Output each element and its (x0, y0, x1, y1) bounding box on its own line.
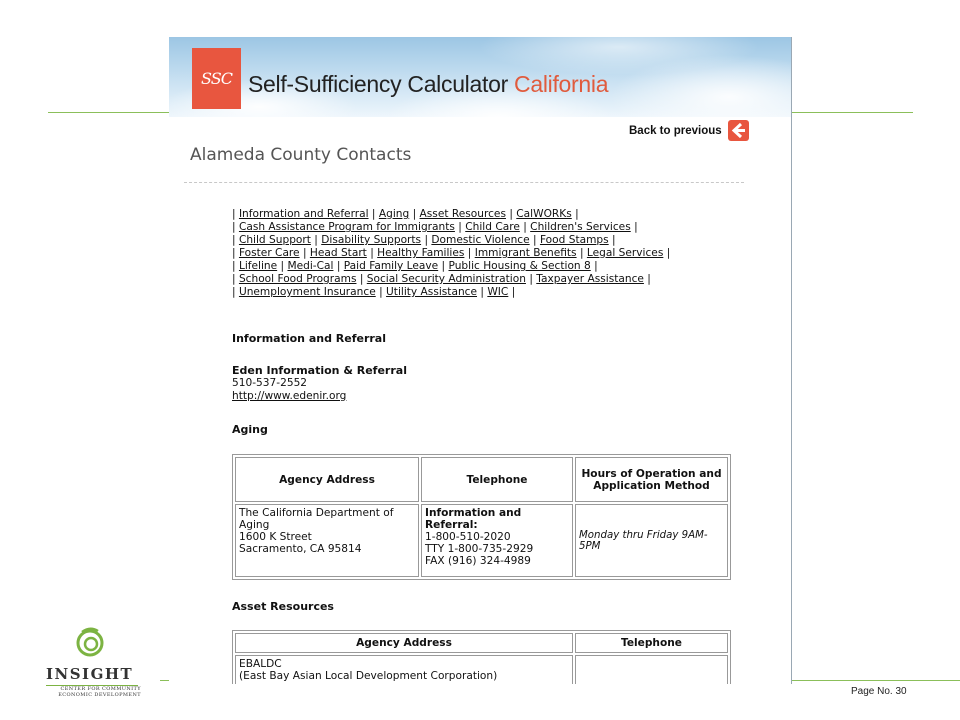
link-line: | Foster Care | Head Start | Healthy Families | Immigrant Benefits | Legal Services | (232, 247, 671, 259)
phone-line: TTY 1-800-735-2929 (425, 543, 534, 555)
link-line: | School Food Programs | Social Security Administration | Taxpayer Assistance | (232, 273, 651, 285)
category-link[interactable]: Child Care (465, 221, 520, 233)
category-link[interactable]: Foster Care (238, 247, 300, 259)
category-link[interactable]: Asset Resources (419, 208, 506, 220)
section-heading-assets: Asset Resources (232, 600, 334, 613)
top-left-rule (48, 112, 169, 113)
category-link[interactable]: Public Housing & Section 8 (448, 260, 591, 272)
ssc-logo[interactable] (192, 48, 241, 109)
category-link[interactable]: Information and Referral (238, 208, 369, 220)
category-link[interactable]: Aging (378, 208, 410, 220)
insight-logo (46, 626, 141, 696)
category-link[interactable]: Healthy Families (377, 247, 465, 259)
link-line: | Unemployment Insurance | Utility Assistance | WIC | (232, 286, 516, 298)
category-link[interactable]: School Food Programs (238, 273, 357, 285)
category-link[interactable]: Lifeline (238, 260, 278, 272)
insight-subtitle-1: CENTER FOR COMMUNITY (60, 686, 141, 692)
category-link[interactable]: Disability Supports (321, 234, 422, 246)
bottom-right-rule (792, 680, 960, 681)
address-line: (East Bay Asian Local Development Corporation) (239, 670, 498, 682)
phone-label: Information and Referral: (425, 507, 522, 531)
category-link[interactable]: CalWORKs (516, 208, 572, 220)
header-banner (169, 37, 791, 117)
phone-line: FAX (916) 324-4989 (425, 555, 531, 567)
column-header: Agency Address (235, 633, 573, 653)
org-name: Eden Information & Referral (232, 364, 407, 377)
category-link[interactable]: WIC (487, 286, 509, 298)
category-link[interactable]: Food Stamps (539, 234, 609, 246)
title-divider (184, 182, 744, 183)
category-link[interactable]: Head Start (309, 247, 367, 259)
category-link[interactable]: Children's Services (530, 221, 631, 233)
phone-line: 1-800-510-2020 (425, 531, 511, 543)
telephone-cell (421, 504, 573, 577)
table-row (235, 504, 728, 577)
link-line: | Lifeline | Medi-Cal | Paid Family Leave | Public Housing & Section 8 | (232, 260, 598, 272)
link-line: | Child Support | Disability Supports | Domestic Violence | Food Stamps | (232, 234, 616, 246)
insight-subtitle-2: ECONOMIC DEVELOPMENT (58, 692, 141, 698)
bottom-left-rule (160, 680, 169, 681)
hours-cell: Monday thru Friday 9AM-5PM (575, 504, 728, 577)
address-line: Sacramento, CA 95814 (239, 543, 362, 555)
back-to-previous-button[interactable] (629, 120, 749, 141)
asset-resources-table (232, 630, 731, 684)
agency-address-cell (235, 655, 573, 684)
ssc-logo-text: SSC (201, 69, 232, 88)
category-link[interactable]: Immigrant Benefits (474, 247, 577, 259)
table-header-row (235, 633, 728, 653)
link-line: | Cash Assistance Program for Immigrants | Child Care | Children's Services | (232, 221, 638, 233)
category-link[interactable]: Domestic Violence (431, 234, 530, 246)
category-link[interactable]: Taxpayer Assistance (536, 273, 644, 285)
address-line: The California Department of Aging (239, 507, 394, 531)
link-line: | Information and Referral | Aging | Asset Resources | CalWORKs | (232, 208, 579, 220)
org-website-link[interactable]: http://www.edenir.org (232, 390, 347, 402)
address-line: EBALDC (239, 658, 282, 670)
site-title (248, 71, 608, 98)
table-header-row (235, 457, 728, 502)
table-row (235, 655, 728, 684)
org-phone: 510-537-2552 (232, 377, 308, 389)
browser-page (169, 37, 792, 684)
category-links (232, 208, 732, 299)
page-number: Page No. 30 (851, 686, 907, 697)
section-heading-aging: Aging (232, 423, 268, 436)
back-arrow-icon (728, 120, 749, 141)
category-link[interactable]: Medi-Cal (287, 260, 334, 272)
top-right-rule (792, 112, 913, 113)
insight-spiral-icon (46, 626, 141, 660)
site-title-state: California (514, 71, 609, 97)
site-title-name: Self-Sufficiency Calculator (248, 71, 508, 97)
column-header: Telephone (421, 457, 573, 502)
category-link[interactable]: Unemployment Insurance (238, 286, 376, 298)
column-header: Hours of Operation and Application Method (575, 457, 728, 502)
category-link[interactable]: Child Support (238, 234, 311, 246)
category-link[interactable]: Paid Family Leave (343, 260, 439, 272)
category-link[interactable]: Cash Assistance Program for Immigrants (238, 221, 455, 233)
column-header: Telephone (575, 633, 728, 653)
agency-address-cell (235, 504, 419, 577)
category-link[interactable]: Social Security Administration (366, 273, 526, 285)
telephone-cell (575, 655, 728, 684)
back-label: Back to previous (629, 124, 722, 137)
insight-wordmark: INSIGHT (46, 665, 134, 683)
aging-table (232, 454, 731, 580)
column-header: Agency Address (235, 457, 419, 502)
section-heading-info-referral: Information and Referral (232, 332, 386, 345)
category-link[interactable]: Legal Services (586, 247, 664, 259)
category-link[interactable]: Utility Assistance (386, 286, 478, 298)
address-line: 1600 K Street (239, 531, 312, 543)
page-title: Alameda County Contacts (190, 145, 412, 165)
